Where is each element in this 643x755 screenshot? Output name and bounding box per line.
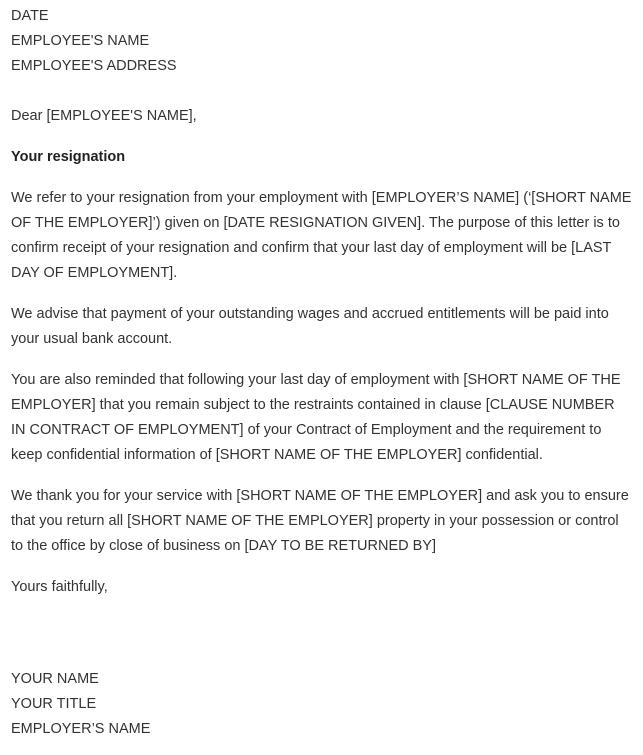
signature-your-title: YOUR TITLE [11, 696, 97, 712]
employee-address-line: EMPLOYEE'S ADDRESS [11, 58, 177, 74]
date-line: DATE [11, 8, 49, 24]
header-spacer [11, 79, 632, 104]
paragraph-restraints: You are also reminded that following your last day of employment with [SHORT NAME OF THE EMPLOYER] that you remain subject to the restraints contained in clause [CLAUSE NUMBER IN CONTRACT OF EMPLOYMENT] of your Contract of Employment and the requirement to keep confidential information of [SHORT NAME OF THE EMPLOYER] confidential. [11, 372, 621, 463]
letter-header [11, 4, 632, 79]
signature-block [11, 667, 632, 742]
paragraph-return-property: We thank you for your service with [SHORT NAME OF THE EMPLOYER] and ask you to ensure that you return all [SHORT NAME OF THE EMPLOYER] property in your possession or control to the office by close of business on [DAY TO BE RETURNED BY] [11, 488, 629, 554]
signature-employer-name: EMPLOYER’S NAME [11, 721, 151, 737]
salutation: Dear [EMPLOYEE'S NAME], [11, 108, 197, 124]
paragraph-resignation-confirmation: We refer to your resignation from your employment with [EMPLOYER’S NAME] (‘[SHORT NAME OF THE EMPLOYER]’) given on [DATE RESIGNATION GIVEN]. The purpose of this letter is to confirm receipt of your resignation and confirm that your last day of employment will be [LAST DAY OF EMPLOYMENT]. [11, 190, 632, 281]
employee-name-line: EMPLOYEE'S NAME [11, 33, 150, 49]
subject-heading: Your resignation [11, 149, 126, 165]
paragraph-payment: We advise that payment of your outstanding wages and accrued entitlements will be paid into your usual bank account. [11, 306, 609, 347]
closing: Yours faithfully, [11, 579, 108, 595]
signature-your-name: YOUR NAME [11, 671, 99, 687]
